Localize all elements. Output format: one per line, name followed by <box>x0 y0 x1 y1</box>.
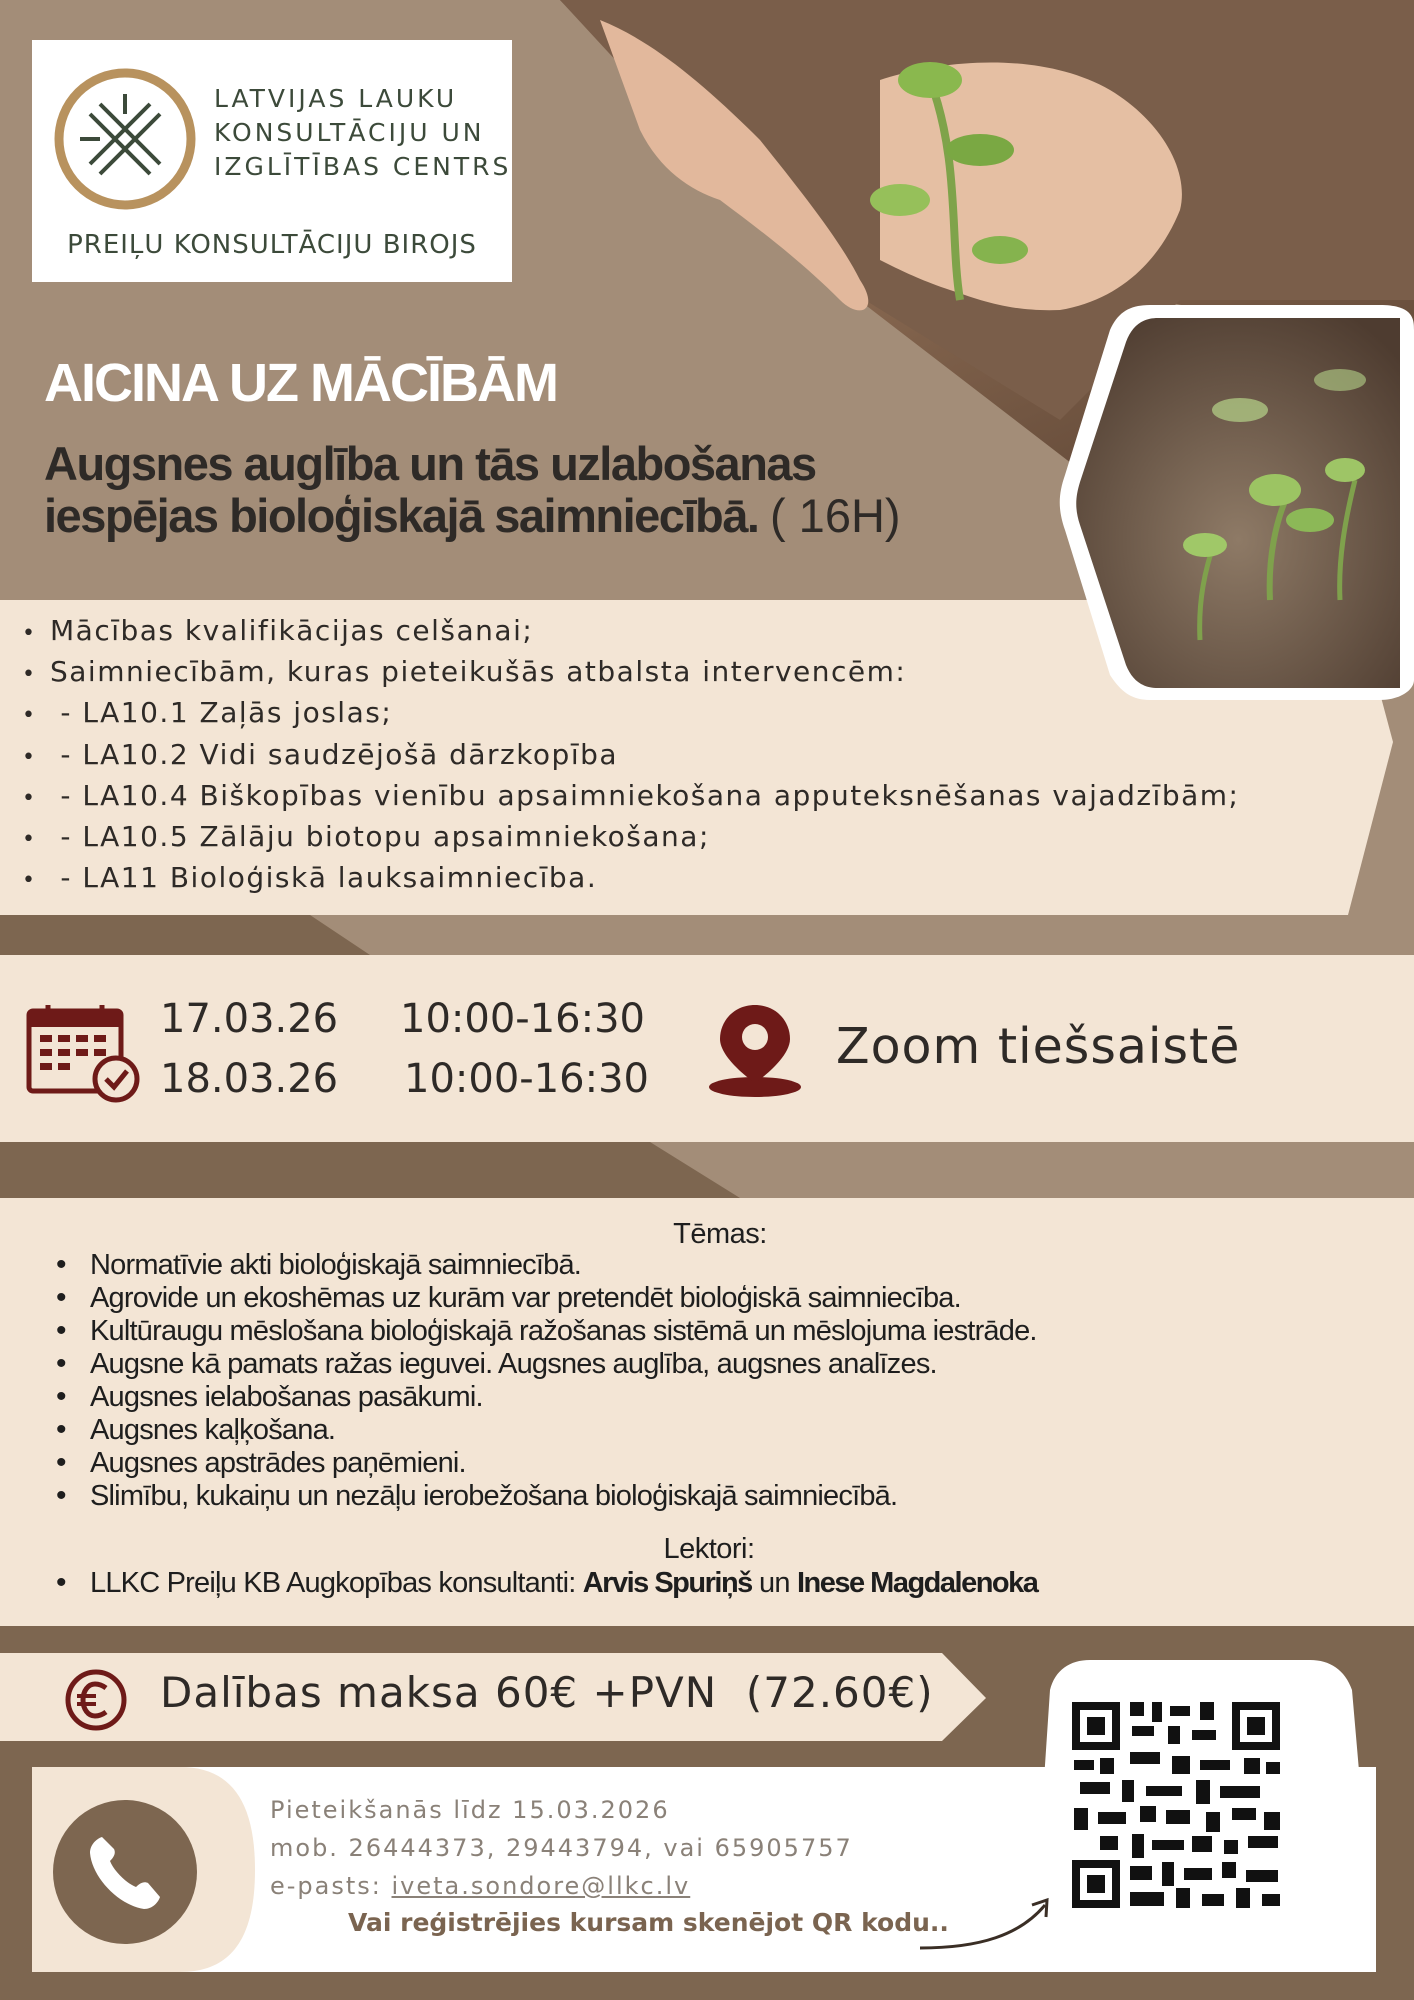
list-item: • Kultūraugu mēslošana bioloģiskajā ražošanas sistēmā un mēslojuma iestrāde. <box>56 1314 1037 1347</box>
lectors-heading: Lektori: <box>663 1533 755 1565</box>
course-title <box>44 438 1044 542</box>
location-text: Zoom tiešsaistē <box>836 1018 1241 1075</box>
logo-text-line: IZGLĪTĪBAS CENTRS <box>214 152 512 181</box>
logo-text-line: LATVIJAS LAUKU <box>214 84 458 113</box>
lector-name: Inese Magdalenoka <box>796 1567 1038 1599</box>
list-item: • Augsnes kaļķošana. <box>56 1413 1037 1446</box>
lectors-line <box>56 1566 1037 1600</box>
llkc-logo-icon <box>50 64 200 214</box>
list-item: • Augsnes apstrādes paņēmieni. <box>56 1446 1037 1479</box>
calendar-check-icon <box>26 1003 142 1103</box>
date-1: 17.03.26 <box>160 996 339 1042</box>
time-1: 10:00-16:30 <box>400 996 645 1042</box>
list-item: • Augsne kā pamats ražas ieguvei. Augsnes auglība, augsnes analīzes. <box>56 1347 1037 1380</box>
list-item: • Agrovide un ekoshēmas uz kurām var pretendēt bioloģiskā saimniecība. <box>56 1281 1037 1314</box>
phone-icon <box>50 1797 200 1947</box>
eligibility-list <box>22 610 1239 898</box>
list-item: • Augsnes ielabošanas pasākumi. <box>56 1380 1037 1413</box>
invite-heading: AICINA UZ MĀCĪBĀM <box>44 353 557 413</box>
logo-subtitle: PREIĻU KONSULTĀCIJU BIROJS <box>67 230 477 260</box>
list-item: • - LA11 Bioloģiskā lauksaimniecība. <box>22 857 1239 898</box>
email-line <box>270 1872 690 1900</box>
email-label: e-pasts: <box>270 1872 392 1900</box>
qr-code-target[interactable] <box>1070 1700 1282 1910</box>
topics-heading: Tēmas: <box>673 1218 767 1250</box>
course-title-line: Augsnes auglība un tās uzlabošanas <box>44 437 816 490</box>
list-item: • - LA10.5 Zālāju biotopu apsaimniekošana; <box>22 816 1239 857</box>
topics-list <box>56 1248 1037 1512</box>
deadline-text: Pieteikšanās līdz 15.03.2026 <box>270 1796 670 1824</box>
list-item: • - LA10.2 Vidi saudzējošā dārzkopība <box>22 734 1239 775</box>
list-item: • - LA10.4 Biškopības vienību apsaimniekošana apputeksnēšanas vajadzībām; <box>22 775 1239 816</box>
euro-icon <box>64 1668 128 1732</box>
lectors-prefix: LLKC Preiļu KB Augkopības konsultanti: <box>90 1567 583 1599</box>
lectors-connector: un <box>751 1567 797 1599</box>
qr-note: Vai reģistrējies kursam skenējot QR kodu.. <box>348 1908 949 1937</box>
logo-text-line: KONSULTĀCIJU UN <box>214 118 485 147</box>
course-title-text: iespējas bioloģiskajā saimniecībā. <box>44 489 759 542</box>
time-2: 10:00-16:30 <box>404 1056 649 1102</box>
list-item: • Mācības kvalifikācijas celšanai; <box>22 610 1239 651</box>
date-2: 18.03.26 <box>160 1056 339 1102</box>
logo-box <box>32 40 512 282</box>
course-title-line-2 <box>44 490 1044 542</box>
fee-text: Dalības maksa 60€ +PVN (72.60€) <box>160 1668 934 1717</box>
list-item: • Normatīvie akti bioloģiskajā saimniecībā. <box>56 1248 1037 1281</box>
location-pin-icon <box>706 1003 804 1099</box>
email-link[interactable]: iveta.sondore@llkc.lv <box>391 1872 691 1900</box>
list-item: • - LA10.1 Zaļās joslas; <box>22 692 1239 733</box>
list-item: • Saimniecībām, kuras pieteikušās atbalsta intervencēm: <box>22 651 1239 692</box>
course-hours: ( 16H) <box>769 489 901 542</box>
phones-text: mob. 26444373, 29443794, vai 65905757 <box>270 1834 853 1862</box>
lector-name: Arvis Spuriņš <box>582 1567 752 1599</box>
list-item: • Slimību, kukaiņu un nezāļu ierobežošana bioloģiskajā saimniecībā. <box>56 1479 1037 1512</box>
